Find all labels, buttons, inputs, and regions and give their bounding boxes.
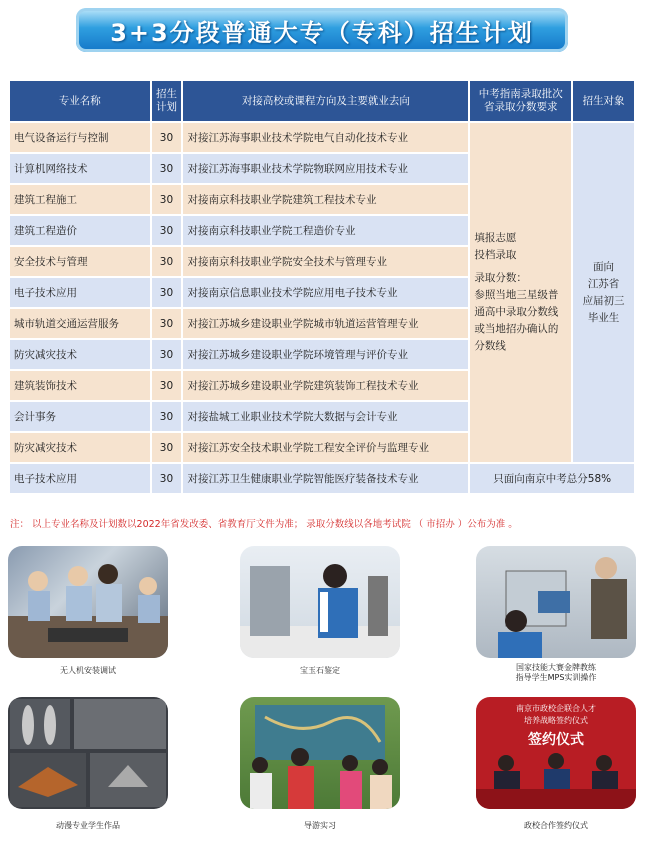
direction: 对接南京科技职业学院安全技术与管理专业 [183,247,468,276]
major-name: 计算机网络技术 [10,154,150,183]
plan-count: 30 [152,309,182,338]
batch-requirement [470,123,571,462]
major-name: 建筑工程施工 [10,185,150,214]
header-batch: 中考指南录取批次 省录取分数要求 [470,81,571,121]
plan-count: 30 [152,154,182,183]
plan-count: 30 [152,278,182,307]
enrollment-plan-table [8,79,636,495]
caption-mps: 国家技能大赛金牌教练 指导学生MPS实训操作 [515,663,597,682]
direction: 对接盐城工业职业技术学院大数据与会计专业 [183,402,468,431]
major-name: 城市轨道交通运营服务 [10,309,150,338]
caption-drone: 无人机安装调试 [60,666,116,675]
direction: 对接江苏卫生健康职业学院智能医疗装备技术专业 [183,464,468,493]
plan-count: 30 [152,402,182,431]
banner-line3: 签约仪式 [528,732,584,748]
enrollment-target [573,123,634,462]
plan-count: 30 [152,185,182,214]
direction: 对接江苏海事职业技术学院电气自动化技术专业 [183,123,468,152]
target-line: 面向 [593,260,615,273]
plan-count: 30 [152,340,182,369]
signing-ceremony-photo [476,697,636,809]
batch-line: 通高中录取分数线 [474,306,559,318]
direction: 对接南京科技职业学院工程造价专业 [183,216,468,245]
caption-signing: 政校合作签约仪式 [524,821,588,830]
direction: 对接江苏城乡建设职业学院环境管理与评价专业 [183,340,468,369]
header-target: 招生对象 [573,81,634,121]
direction: 对接南京信息职业技术学院应用电子技术专业 [183,278,468,307]
table-row-last [10,464,634,493]
direction: 对接江苏海事职业技术学院物联网应用技术专业 [183,154,468,183]
batch-line: 参照当地三星级普 [474,289,559,301]
drone-assembly-photo [8,546,168,658]
banner-line2: 培养战略签约仪式 [524,716,588,725]
major-name: 建筑工程造价 [10,216,150,245]
direction: 对接江苏安全技术职业学院工程安全评价与监理专业 [183,433,468,462]
batch-line: 分数线 [474,340,506,352]
caption-tour: 导游实习 [304,821,336,830]
major-name: 安全技术与管理 [10,247,150,276]
plan-count: 30 [152,433,182,462]
target-line: 江苏省 [587,277,620,290]
direction: 对接江苏城乡建设职业学院城市轨道运营管理专业 [183,309,468,338]
plan-count: 30 [152,247,182,276]
plan-count: 30 [152,123,182,152]
batch-line: 或当地招办确认的 [474,323,559,335]
caption-gem: 宝玉石鉴定 [300,666,340,675]
gem-identification-photo [240,546,400,658]
major-name: 会计事务 [10,402,150,431]
page-title: 3+3分段普通大专（专科）招生计划 [110,18,534,47]
direction: 对接江苏城乡建设职业学院建筑装饰工程技术专业 [183,371,468,400]
major-name: 电气设备运行与控制 [10,123,150,152]
direction: 对接南京科技职业学院建筑工程技术专业 [183,185,468,214]
major-name: 防灾减灾技术 [10,433,150,462]
footnote: 注： 以上专业名称及计划数以2022年省发改委、省教育厅文件为准； 录取分数线以各地考试院 （ 市招办 ）公布为准 。 [10,519,518,530]
header-direction: 对接高校或课程方向及主要就业去向 [183,81,468,121]
caption-animation: 动漫专业学生作品 [56,821,120,830]
batch-line: 投档录取 [474,249,517,261]
plan-count: 30 [152,464,182,493]
major-name: 建筑装饰技术 [10,371,150,400]
major-name: 防灾减灾技术 [10,340,150,369]
plan-count: 30 [152,371,182,400]
tour-guide-photo [240,697,400,809]
mps-training-photo [476,546,636,658]
major-name: 电子技术应用 [10,278,150,307]
target-line: 应届初三 [582,294,625,307]
table-row [10,123,634,152]
last-row-batch: 只面向南京中考总分58% [470,464,634,493]
header-major: 专业名称 [10,81,150,121]
animation-works-photo [8,697,168,809]
batch-line: 填报志愿 [474,232,517,244]
major-name: 电子技术应用 [10,464,150,493]
title-banner [76,8,568,52]
batch-line: 录取分数： [474,272,527,284]
target-line: 毕业生 [587,311,620,324]
plan-count: 30 [152,216,182,245]
header-plan: 招生 计划 [152,81,182,121]
table-header-row [10,81,634,121]
banner-line1: 南京市政校企联合人才 [516,704,596,713]
